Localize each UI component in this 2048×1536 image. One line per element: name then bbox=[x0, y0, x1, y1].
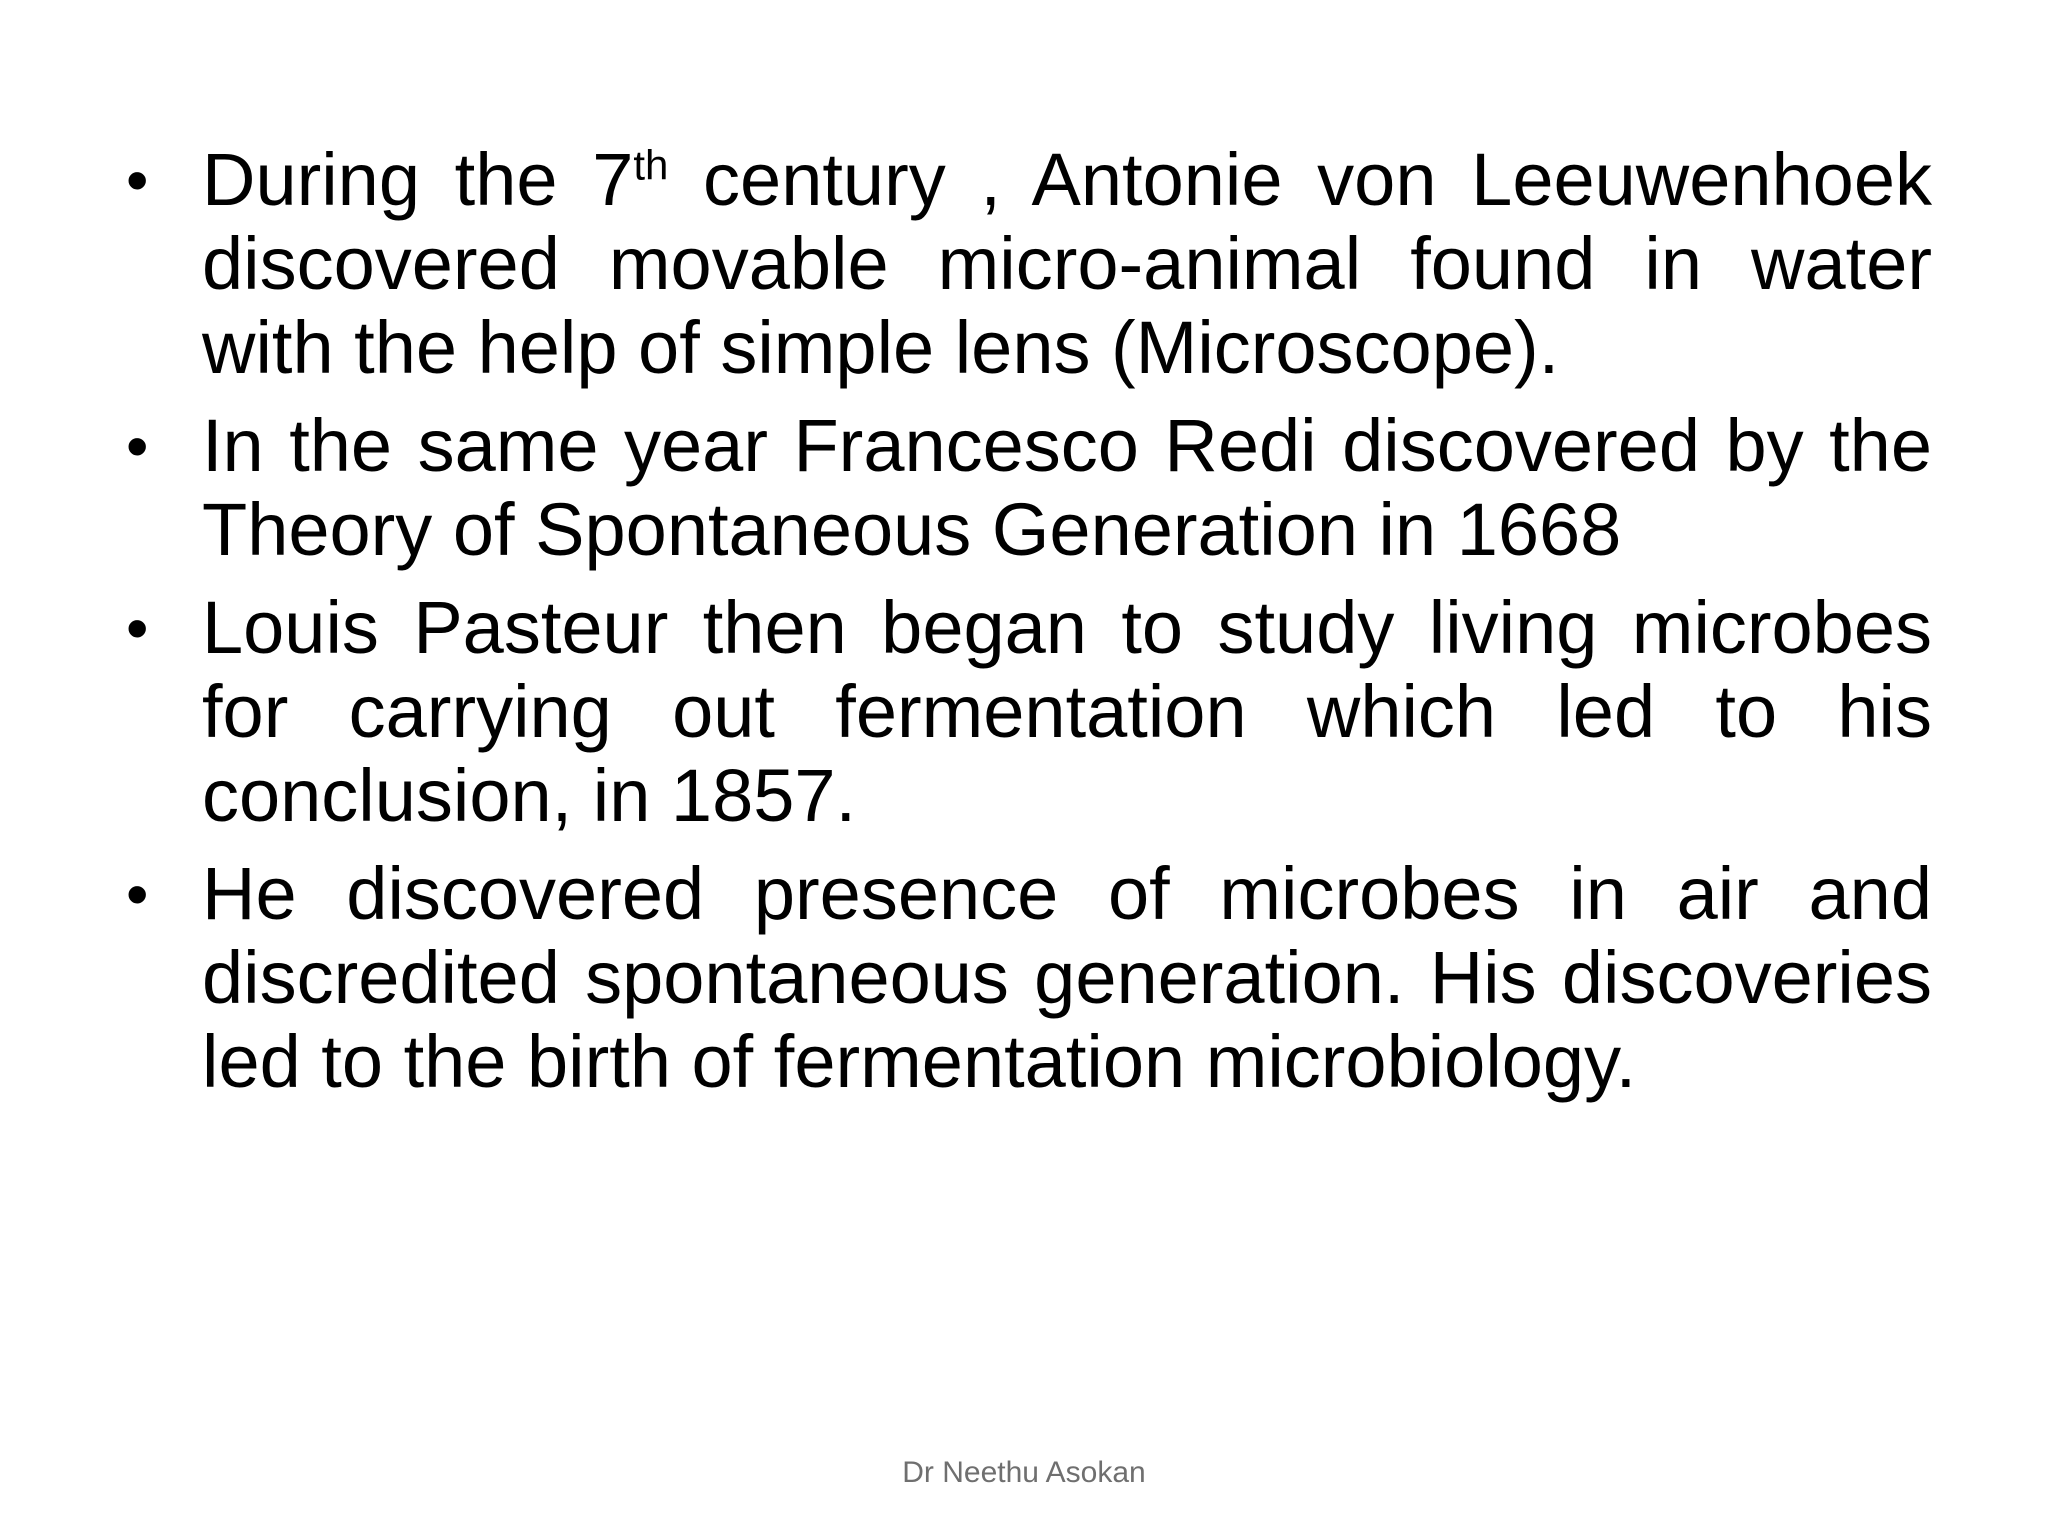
bullet-item-3 bbox=[120, 586, 1932, 838]
bullet-text-2: In the same year Francesco Redi discovered by the Theory of Spontaneous Generation in 1668 bbox=[202, 404, 1932, 571]
bullet-text-3: Louis Pasteur then began to study living microbes for carrying out fermentation which led to his conclusion, in 1857. bbox=[202, 586, 1932, 837]
bullet-text-1-start: During the 7 bbox=[202, 138, 634, 221]
bullet-item-1 bbox=[120, 138, 1932, 390]
bullet-point-icon: • bbox=[126, 858, 149, 930]
bullet-list bbox=[120, 138, 1932, 1118]
bullet-text-1-end: century , Antonie von Leeuwenhoek discovered movable micro-animal found in water with the help of simple lens (Microscope). bbox=[202, 138, 1932, 389]
bullet-point-icon: • bbox=[126, 592, 149, 664]
bullet-point-icon: • bbox=[126, 410, 149, 482]
bullet-item-2 bbox=[120, 404, 1932, 572]
bullet-text-1 bbox=[202, 138, 1932, 390]
bullet-text-4: He discovered presence of microbes in air and discredited spontaneous generation. His discoveries led to the birth of fermentation microbiology. bbox=[202, 852, 1932, 1103]
bullet-item-4 bbox=[120, 852, 1932, 1104]
superscript-th: th bbox=[633, 141, 669, 189]
bullet-point-icon: • bbox=[126, 144, 149, 216]
footer-author: Dr Neethu Asokan bbox=[902, 1456, 1146, 1489]
